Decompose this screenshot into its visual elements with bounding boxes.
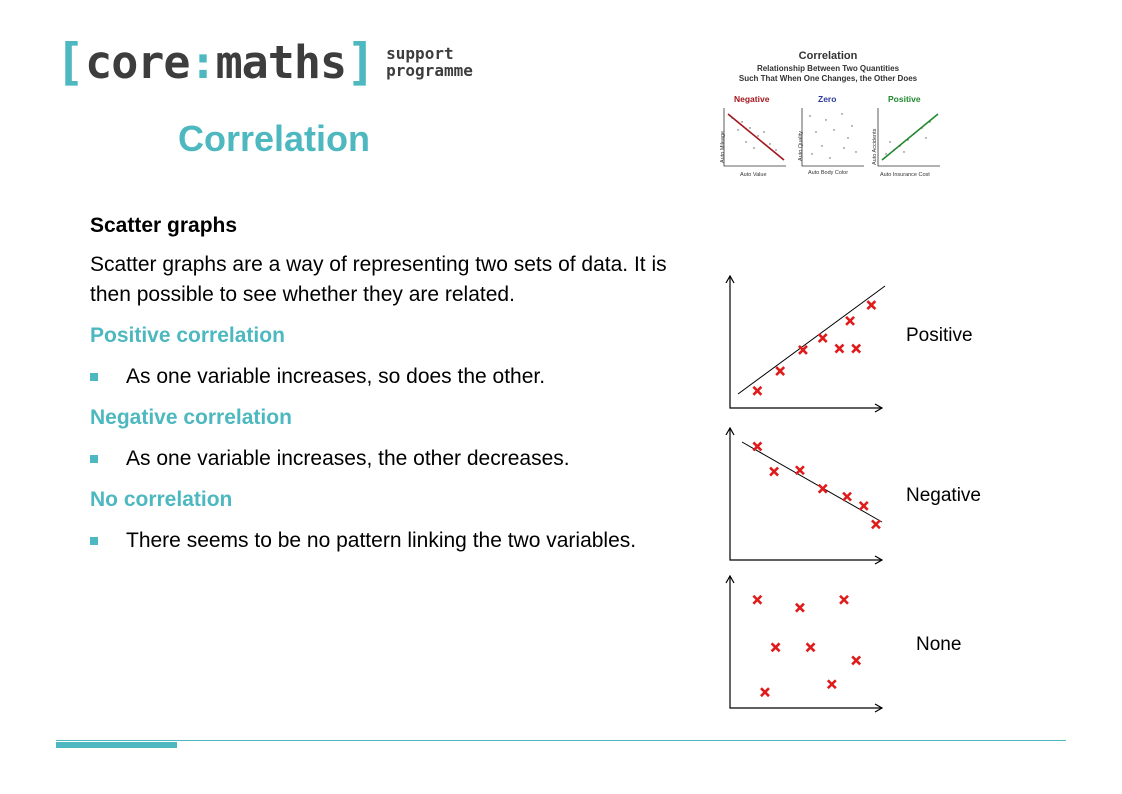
section-heading: Scatter graphs [90, 214, 238, 237]
footer-accent-bar [56, 742, 177, 748]
thumbnail-dot [745, 141, 746, 142]
thumbnail-dot [899, 145, 900, 146]
data-point-cross [867, 301, 875, 309]
positive-correlation-heading: Positive correlation [90, 324, 285, 347]
data-point-cross [852, 656, 860, 664]
bullet-square-icon [90, 537, 98, 545]
thumbnail-xaxis-positive: Auto Insurance Cost [880, 172, 930, 178]
thumbnail-heading-negative: Negative [734, 94, 770, 104]
data-point-cross [819, 334, 827, 342]
none-scatter-graph [722, 568, 892, 716]
thumbnail-dot [893, 149, 894, 150]
intro-paragraph: Scatter graphs are a way of representing two sets of data. It is then possible to see whether they are related. [90, 253, 667, 306]
thumbnail-heading-zero: Zero [818, 94, 837, 104]
thumbnail-mini-chart [724, 108, 786, 166]
data-point-cross [796, 466, 804, 474]
thumbnail-yaxis-positive: Auto Accidents [872, 128, 878, 165]
data-point-cross [776, 367, 784, 375]
thumbnail-dot [851, 125, 852, 126]
thumbnail-dot [903, 151, 904, 152]
thumbnail-dot [737, 129, 738, 130]
bullet-square-icon [90, 373, 98, 381]
positive-correlation-bullet: As one variable increases, so does the other. [90, 362, 690, 392]
thumbnail-heading-positive: Positive [888, 94, 921, 104]
data-point-cross [835, 345, 843, 353]
data-point-cross [846, 317, 854, 325]
thumbnail-yaxis-negative: Auto Mileage [720, 130, 726, 163]
data-point-cross [872, 520, 880, 528]
negative-correlation-heading: Negative correlation [90, 406, 292, 429]
correlation-thumbnail [712, 50, 944, 182]
thumbnail-dot [885, 153, 886, 154]
negative-scatter-graph [722, 420, 892, 568]
thumbnail-dot [775, 149, 776, 150]
data-point-cross [828, 680, 836, 688]
thumbnail-mini-chart [802, 108, 864, 166]
thumbnail-dot [833, 129, 834, 130]
thumbnail-xaxis-negative: Auto Value [740, 172, 767, 178]
bullet-square-icon [90, 455, 98, 463]
thumbnail-dot [829, 157, 830, 158]
thumbnail-mini-chart [878, 108, 940, 166]
data-point-cross [819, 485, 827, 493]
no-correlation-bullet: There seems to be no pattern linking the two variables. [90, 526, 690, 556]
data-point-cross [772, 643, 780, 651]
data-point-cross [796, 604, 804, 612]
data-point-cross [799, 346, 807, 354]
thumbnail-dot [809, 115, 810, 116]
thumbnail-dot [763, 131, 764, 132]
thumbnail-xaxis-zero: Auto Body Color [808, 170, 849, 176]
data-point-cross [807, 643, 815, 651]
data-point-cross [852, 345, 860, 353]
thumbnail-dot [843, 147, 844, 148]
trend-line [738, 286, 885, 394]
thumbnail-dot [741, 121, 742, 122]
thumbnail-dot [769, 143, 770, 144]
thumbnail-dot [753, 147, 754, 148]
thumbnail-panels [712, 50, 944, 182]
thumbnail-dot [757, 135, 758, 136]
content-block [90, 214, 690, 556]
thumbnail-dot [821, 145, 822, 146]
data-point-cross [753, 596, 761, 604]
logo-wordmark: core:maths [85, 35, 347, 89]
thumbnail-dot [907, 139, 908, 140]
thumbnail-dot [929, 121, 930, 122]
thumbnail-dot [841, 113, 842, 114]
data-point-cross [770, 468, 778, 476]
thumbnail-title: Correlation [798, 50, 858, 62]
thumbnail-dot [825, 119, 826, 120]
thumbnail-yaxis-zero: Auto Quality [798, 131, 804, 161]
thumbnail-subtitle: Relationship Between Two Quantities Such That When One Changes, the Other Does [738, 64, 918, 83]
page-title: Correlation [178, 118, 371, 159]
thumbnail-dot [811, 153, 812, 154]
core-maths-logo [55, 34, 473, 90]
data-point-cross [761, 688, 769, 696]
positive-scatter-graph [722, 268, 892, 416]
thumbnail-dot [855, 151, 856, 152]
footer-divider [56, 740, 1066, 741]
thumbnail-dot [913, 133, 914, 134]
thumbnail-dot [847, 137, 848, 138]
negative-correlation-bullet: As one variable increases, the other decreases. [90, 444, 690, 474]
thumbnail-dot [749, 127, 750, 128]
logo-bracket-right: ] [346, 33, 377, 91]
data-point-cross [843, 493, 851, 501]
negative-graph-label: Negative [906, 485, 981, 506]
data-point-cross [753, 387, 761, 395]
thumbnail-dot [921, 127, 922, 128]
no-correlation-heading: No correlation [90, 488, 233, 511]
thumbnail-dot [731, 117, 732, 118]
graph-axes [730, 276, 882, 408]
thumbnail-dot [889, 141, 890, 142]
data-point-cross [753, 442, 761, 450]
graph-axes [730, 576, 882, 708]
thumbnail-dot [815, 131, 816, 132]
data-point-cross [840, 596, 848, 604]
positive-graph-label: Positive [906, 325, 973, 346]
thumbnail-dot [925, 137, 926, 138]
data-point-cross [860, 502, 868, 510]
none-graph-label: None [916, 634, 962, 655]
logo-bracket-left: [ [55, 33, 86, 91]
logo-subtitle: support programme [386, 44, 473, 80]
